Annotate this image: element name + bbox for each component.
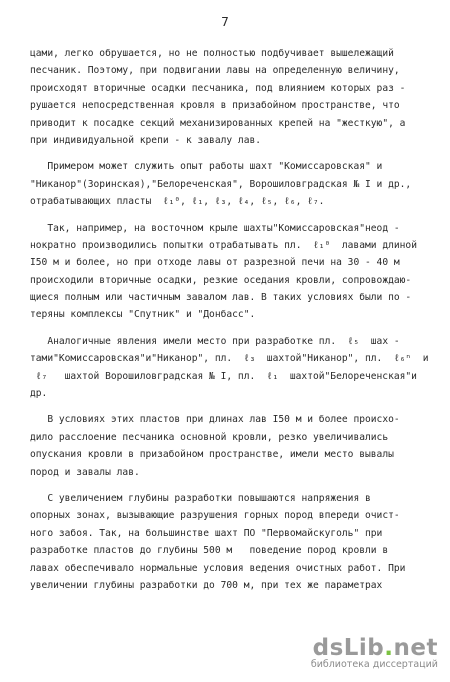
page-number: 7 <box>221 14 229 29</box>
watermark-logo: dsLib.net <box>312 635 438 661</box>
text-line: разработке пластов до глубины 500 м поведение пород кровли в <box>30 545 389 557</box>
text-line: происходили вторичные осадки, резкие оседания кровли, сопровождаю- <box>30 274 412 286</box>
text-line: опускания кровли в призабойном пространстве, имели место вывалы <box>30 449 394 461</box>
text-line: приводит к посадке секций механизированных крепей на "жесткую", а <box>30 117 406 129</box>
text-line: Аналогичные явления имели место при разработке пл. ℓ₅ шах - <box>30 335 400 347</box>
paragraph-6 <box>30 490 410 594</box>
text-line: В условиях этих пластов при длинах лав I50 м и более происхо- <box>30 414 400 426</box>
text-line: Так, например, на восточном крыле шахты"Комиссаровская"неод - <box>30 222 400 234</box>
paragraph-4 <box>30 333 429 403</box>
document-body <box>30 45 429 594</box>
text-line: "Никанор"(Зоринская),"Белореченская", Ворошиловградская № I и др., <box>30 178 412 190</box>
text-line: увеличении глубины разработки до 700 м, при тех же параметрах <box>30 579 383 591</box>
text-line: теряны комплексы "Спутник" и "Донбасс". <box>30 309 256 321</box>
paragraph-3 <box>30 220 417 324</box>
text-line: щиеся полным или частичным завалом лав. В таких условиях были по - <box>30 292 412 304</box>
text-line: пород и завалы лав. <box>30 466 140 478</box>
text-line: дило расслоение песчаника основной кровли, резко увеличивались <box>30 431 389 443</box>
text-line: цами, легко обрушается, но не полностью подбучивает вышележащий <box>30 48 394 59</box>
text-line: происходят вторичные осадки песчаника, под влиянием которых раз - <box>30 82 406 94</box>
text-line: отрабатывающих пласты ℓ₁⁰, ℓ₁, ℓ₃, ℓ₄, ℓ₅, ℓ₆, ℓ₇. <box>30 196 325 208</box>
paragraph-2 <box>30 158 410 210</box>
text-line: I50 м и более, но при отходе лавы от разрезной печи на 30 - 40 м <box>30 257 400 269</box>
watermark-subtitle: библиотека диссертаций <box>310 659 438 670</box>
text-line: тами"Комиссаровская"и"Никанор", пл. ℓ₃ шахтой"Никанор", пл. ℓ₆ⁿ и <box>30 353 429 365</box>
text-line: С увеличением глубины разработки повышаются напряжения в <box>30 492 371 504</box>
text-line: песчаник. Поэтому, при подвигании лавы на определенную величину, <box>30 65 400 77</box>
text-line: др. <box>30 388 48 400</box>
paragraph-1 <box>30 45 410 149</box>
text-line: лавах обеспечивало нормальные условия ведения очистных работ. При <box>30 562 406 574</box>
watermark <box>311 635 438 670</box>
text-line: ℓ₇ шахтой Ворошиловградская № I, пл. ℓ₁ шахтой"Белореченская"и <box>30 370 417 382</box>
paragraph-5 <box>30 411 410 481</box>
text-line: при индивидуальной крепи - к завалу лав. <box>30 134 262 146</box>
text-line: опорных зонах, вызывающие разрушения горных пород впереди очист- <box>30 510 400 522</box>
text-line: Примером может служить опыт работы шахт "Комиссаровская" и <box>30 161 383 173</box>
text-line: рушается непосредственная кровля в призабойном пространстве, что <box>30 100 400 112</box>
text-line: нократно производились попытки отрабатывать пл. ℓ₁⁰ лавами длиной <box>30 239 417 251</box>
text-line: ного забоя. Так, на большинстве шахт ПО "Первомайскуголь" при <box>30 527 383 539</box>
